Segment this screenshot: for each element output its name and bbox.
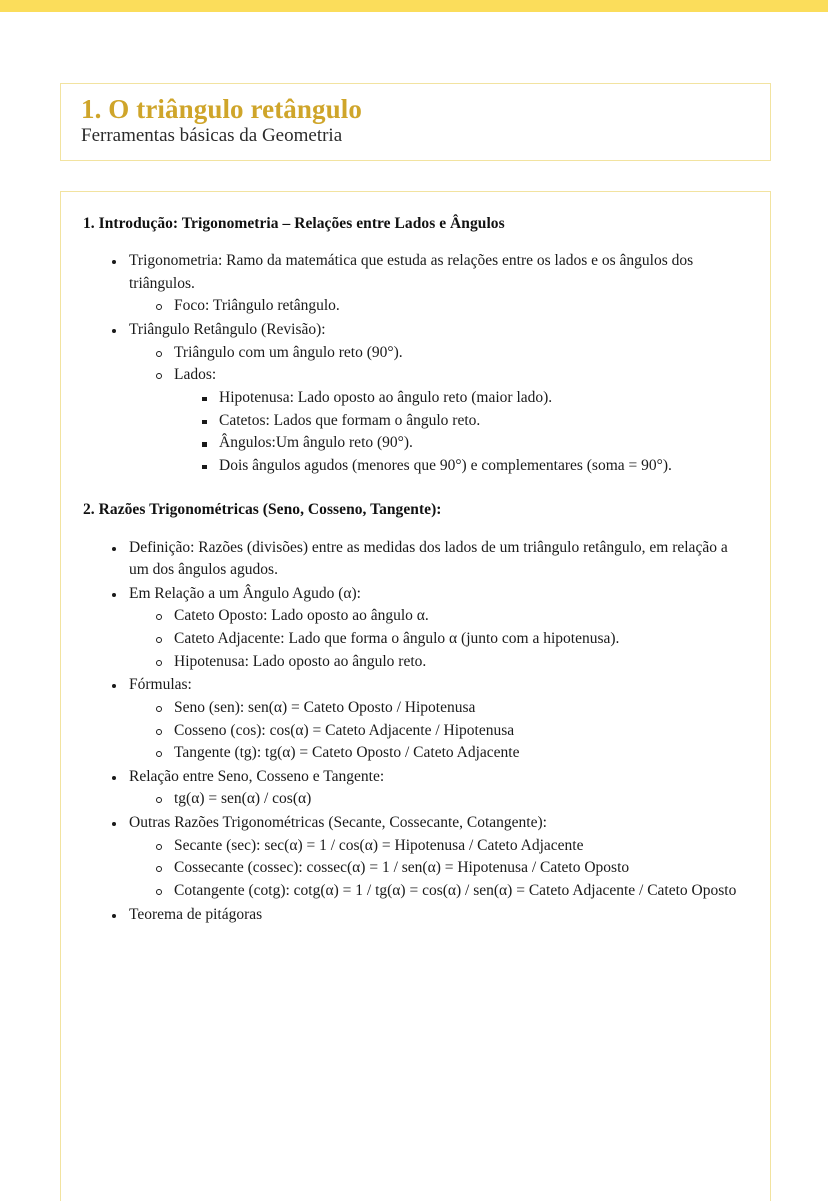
list-item [155,605,744,628]
bullet-list-level-1 [110,250,744,477]
list-item-text: Seno (sen): sen(α) = Cateto Oposto / Hipotenusa [174,698,476,716]
list-item-text: Cosseno (cos): cos(α) = Cateto Adjacente / Hipotenusa [174,721,515,739]
list-item [155,880,744,903]
list-item [155,295,744,318]
list-item-text: Em Relação a um Ângulo Agudo (α): [129,584,361,602]
bullet-list-level-2 [155,697,744,765]
list-item-text: Foco: Triângulo retângulo. [174,297,340,315]
content-section [83,214,744,477]
list-item-text: Hipotenusa: Lado oposto ao ângulo reto (maior lado). [219,388,553,406]
content-body [61,192,770,926]
list-item-text: Trigonometria: Ramo da matemática que estuda as relações entre os lados e os ângulos dos triângulos. [129,252,694,292]
top-accent-band [0,0,828,12]
list-item-text: Cateto Oposto: Lado oposto ao ângulo α. [174,607,429,625]
list-item-text: Ângulos:Um ângulo reto (90°). [219,434,413,452]
title-card [60,83,771,161]
list-item [110,250,744,318]
list-item-text: Triângulo Retângulo (Revisão): [129,321,326,339]
list-item-text: tg(α) = sen(α) / cos(α) [174,790,312,808]
list-item [200,410,744,433]
bullet-list-level-2 [155,605,744,673]
page-subtitle: Ferramentas básicas da Geometria [81,125,343,147]
list-item [155,720,744,743]
list-item [110,319,744,477]
list-item [110,674,744,765]
list-item-text: Catetos: Lados que formam o ângulo reto. [219,411,481,429]
page-title: 1. O triângulo retângulo [81,94,362,124]
bullet-list-level-2 [155,295,744,318]
list-item [155,342,744,365]
list-item-text: Triângulo com um ângulo reto (90°). [174,343,403,361]
list-item-text: Dois ângulos agudos (menores que 90°) e complementares (soma = 90°). [219,456,672,474]
list-item [110,583,744,674]
list-item [110,537,744,582]
list-item [200,432,744,455]
list-item [155,835,744,858]
list-item [155,857,744,880]
list-item [155,697,744,720]
list-item [200,387,744,410]
section-heading: 1. Introdução: Trigonometria – Relações entre Lados e Ângulos [83,215,505,232]
list-item-text: Tangente (tg): tg(α) = Cateto Oposto / Cateto Adjacente [174,744,520,762]
list-item [110,904,744,927]
list-item [155,742,744,765]
list-item-text: Teorema de pitágoras [129,905,263,923]
bullet-list-level-2 [155,342,744,478]
list-item [110,812,744,903]
list-item-text: Relação entre Seno, Cosseno e Tangente: [129,767,385,785]
list-item [155,651,744,674]
list-item [155,628,744,651]
title-card-inner [61,84,770,147]
list-item [200,455,744,478]
content-section [83,500,744,926]
bullet-list-level-1 [110,537,744,927]
bullet-list-level-2 [155,788,744,811]
list-item-text: Cotangente (cotg): cotg(α) = 1 / tg(α) = cos(α) / sen(α) = Cateto Adjacente / Cateto Oposto [174,881,737,899]
list-item-text: Cossecante (cossec): cossec(α) = 1 / sen(α) = Hipotenusa / Cateto Oposto [174,859,630,877]
list-item-text: Definição: Razões (divisões) entre as medidas dos lados de um triângulo retângulo, em relação a um dos ângulos agudos. [129,538,728,579]
list-item-text: Outras Razões Trigonométricas (Secante, Cossecante, Cotangente): [129,814,547,832]
list-item [110,766,744,811]
list-item [155,788,744,811]
content-card [60,191,771,1201]
bullet-list-level-3 [200,387,744,478]
list-item-text: Hipotenusa: Lado oposto ao ângulo reto. [174,652,427,670]
list-item-text: Secante (sec): sec(α) = 1 / cos(α) = Hipotenusa / Cateto Adjacente [174,836,584,854]
list-item-text: Cateto Adjacente: Lado que forma o ângulo α (junto com a hipotenusa). [174,630,620,648]
bullet-list-level-2 [155,835,744,903]
list-item [155,364,744,477]
list-item-text: Lados: [174,366,217,384]
section-heading: 2. Razões Trigonométricas (Seno, Cosseno, Tangente): [83,501,442,519]
list-item-text: Fórmulas: [129,676,192,694]
